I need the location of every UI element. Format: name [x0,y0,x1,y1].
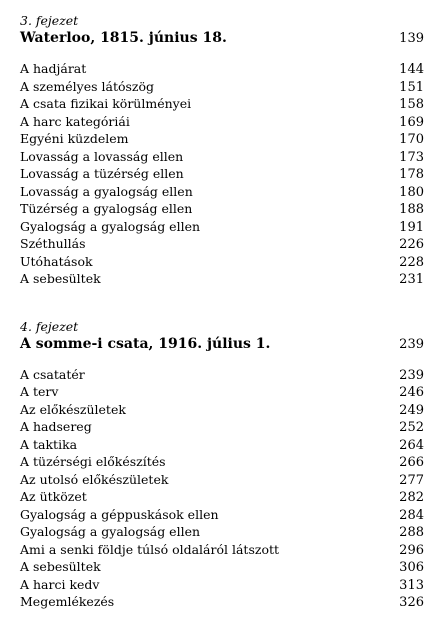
entry-page-number: 144 [399,62,424,77]
toc-entry [20,366,424,384]
entry-page-number: 264 [399,437,424,453]
entry-page-number: 306 [399,560,424,575]
toc-entry [20,165,424,183]
toc-entry [20,418,424,436]
chapter-title-row [20,29,424,47]
entry-title: A hadjárat [20,61,87,76]
toc-entry [20,453,424,471]
entry-page-number: 158 [399,97,424,112]
entry-title: Az előkészületek [20,401,126,417]
entry-title: A harc kategóriái [20,113,130,129]
toc-entry [20,558,424,576]
table-of-contents [20,12,424,611]
entry-title: Lovasság a tüzérség ellen [20,166,184,181]
entry-page-number: 169 [399,114,424,130]
entry-page-number: 226 [399,237,424,252]
toc-entry [20,383,424,401]
chapter-4-section [20,318,424,611]
toc-entry [20,130,424,148]
chapter-label: 4. fejezet [20,318,79,334]
entry-title: Ami a senki földje túlsó oldaláról látszott [20,541,280,557]
entry-page-number: 170 [399,132,424,147]
entry-page-number: 178 [399,167,424,182]
toc-entry [20,541,424,559]
entry-title: Széthullás [20,236,86,251]
entry-title: Egyéni küzdelem [20,131,129,146]
entry-title: Az ütközet [20,489,87,504]
entry-title: A harci kedv [20,576,100,592]
toc-entry [20,218,424,236]
chapter-label: 3. fejezet [20,13,79,28]
entry-page-number: 231 [399,272,424,287]
toc-entry [20,200,424,218]
chapter-3-section [20,12,424,288]
toc-entry [20,95,424,113]
entry-title: Gyalogság a gyalogság ellen [20,218,201,234]
toc-entry [20,506,424,524]
chapter-title: Waterloo, 1815. június 18. [20,30,227,46]
entry-title: Megemlékezés [20,594,115,609]
entry-title: Tüzérség a gyalogság ellen [20,201,193,216]
entry-title: Lovasság a gyalogság ellen [20,183,193,199]
entry-title: A terv [20,384,59,399]
entry-page-number: 288 [399,525,424,540]
chapter-title: A somme-i csata, 1916. július 1. [20,335,271,352]
entry-page-number: 228 [399,254,424,270]
toc-entry [20,148,424,166]
entry-title: Lovasság a lovasság ellen [20,148,184,164]
entry-page-number: 277 [399,472,424,488]
entry-page-number: 191 [399,219,424,235]
toc-entry [20,113,424,131]
entry-page-number: 246 [399,385,424,400]
toc-entry [20,523,424,541]
toc-entry [20,183,424,201]
entry-title: Az utolsó előkészületek [20,471,169,487]
chapter-title-row [20,335,424,353]
chapter-page-number: 139 [399,31,424,46]
entry-title: Utóhatások [20,253,93,269]
entry-list [20,366,424,611]
entry-page-number: 173 [399,149,424,165]
entry-title: A tüzérségi előkészítés [20,454,166,469]
entry-title: A taktika [20,436,78,452]
toc-entry [20,471,424,489]
entry-page-number: 296 [399,542,424,558]
entry-page-number: 326 [399,595,424,610]
toc-entry [20,576,424,594]
entry-page-number: 282 [399,490,424,505]
entry-title: A sebesültek [20,559,101,574]
toc-entry [20,253,424,271]
entry-page-number: 266 [399,455,424,470]
chapter-page-number: 239 [399,336,424,352]
entry-page-number: 252 [399,420,424,435]
entry-title: A hadsereg [20,419,92,434]
toc-entry [20,60,424,78]
toc-entry [20,401,424,419]
toc-entry [20,270,424,288]
entry-page-number: 151 [399,79,424,95]
entry-list [20,60,424,288]
entry-title: A csatatér [20,366,85,382]
entry-page-number: 180 [399,184,424,200]
entry-page-number: 284 [399,507,424,523]
entry-title: A sebesültek [20,271,101,286]
toc-entry [20,436,424,454]
entry-title: Gyalogság a gyalogság ellen [20,524,201,539]
entry-page-number: 188 [399,202,424,217]
toc-entry [20,593,424,611]
entry-page-number: 313 [399,577,424,593]
entry-title: A csata fizikai körülményei [20,96,192,111]
entry-page-number: 249 [399,402,424,418]
toc-entry [20,235,424,253]
entry-page-number: 239 [399,367,424,383]
entry-title: Gyalogság a géppuskások ellen [20,506,219,522]
toc-entry [20,488,424,506]
toc-entry [20,78,424,96]
entry-title: A személyes látószög [20,78,155,94]
